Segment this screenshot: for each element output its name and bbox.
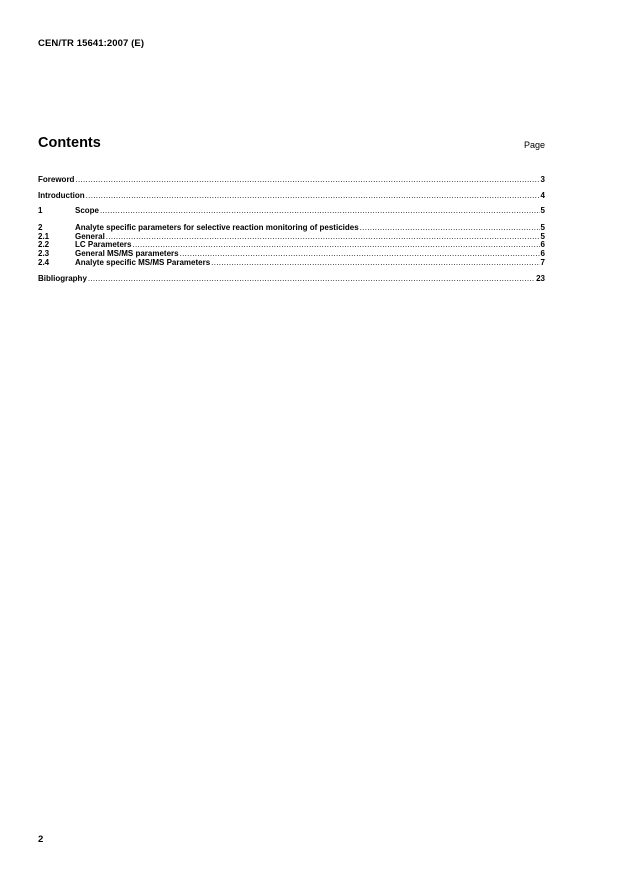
toc-leader-dots — [100, 207, 540, 216]
page-column-label: Page — [523, 140, 545, 150]
toc-entry-number: 2 — [38, 223, 43, 233]
toc-entry-number: 2.2 — [38, 240, 50, 250]
toc-entry-page: 5 — [540, 206, 545, 216]
toc-entry-title: General — [75, 231, 105, 241]
toc-leader-dots — [75, 176, 539, 185]
toc-entry-title: Scope — [75, 206, 100, 216]
toc-entry-introduction[interactable] — [38, 192, 545, 201]
document-header: CEN/TR 15641:2007 (E) — [38, 38, 145, 49]
contents-title: Contents — [38, 135, 101, 151]
toc-entry-page: 5 — [540, 231, 545, 241]
toc-leader-dots — [132, 241, 539, 250]
toc-entry-analyte-specific-parameters[interactable] — [38, 224, 545, 233]
toc-entry-page: 4 — [540, 190, 545, 200]
toc-entry-scope[interactable] — [38, 207, 545, 216]
toc-entry-number: 2.3 — [38, 249, 50, 259]
toc-entry-title: LC Parameters — [75, 240, 132, 250]
page-number: 2 — [38, 834, 44, 845]
toc-leader-dots — [106, 233, 540, 242]
toc-entry-title: Introduction — [38, 190, 85, 200]
toc-entry-page: 6 — [540, 240, 545, 250]
toc-entry-analyte-specific-msms-parameters[interactable] — [38, 259, 545, 268]
toc-leader-dots — [360, 224, 540, 233]
toc-leader-dots — [180, 250, 540, 259]
toc-entry-page: 6 — [540, 249, 545, 259]
toc-entry-title: Foreword — [38, 175, 75, 184]
toc-entry-page: 7 — [540, 257, 545, 267]
toc-entry-page: 3 — [540, 175, 545, 184]
toc-entry-page: 23 — [536, 273, 545, 283]
table-of-contents — [38, 176, 545, 283]
toc-leader-dots — [88, 275, 535, 284]
toc-entry-number: 2.1 — [38, 231, 50, 241]
toc-entry-page: 5 — [540, 223, 545, 233]
toc-entry-title: Analyte specific MS/MS Parameters — [75, 257, 211, 267]
toc-entry-title: Bibliography — [38, 273, 87, 283]
toc-entry-title: General MS/MS parameters — [75, 249, 179, 259]
toc-entry-foreword[interactable] — [38, 176, 545, 185]
toc-entry-number: 1 — [38, 206, 43, 216]
toc-entry-number: 2.4 — [38, 257, 50, 267]
toc-leader-dots — [86, 192, 540, 201]
toc-entry-bibliography[interactable] — [38, 275, 545, 284]
toc-leader-dots — [211, 259, 539, 268]
toc-entry-title: Analyte specific parameters for selective reaction monitoring of pesticides — [75, 223, 359, 233]
